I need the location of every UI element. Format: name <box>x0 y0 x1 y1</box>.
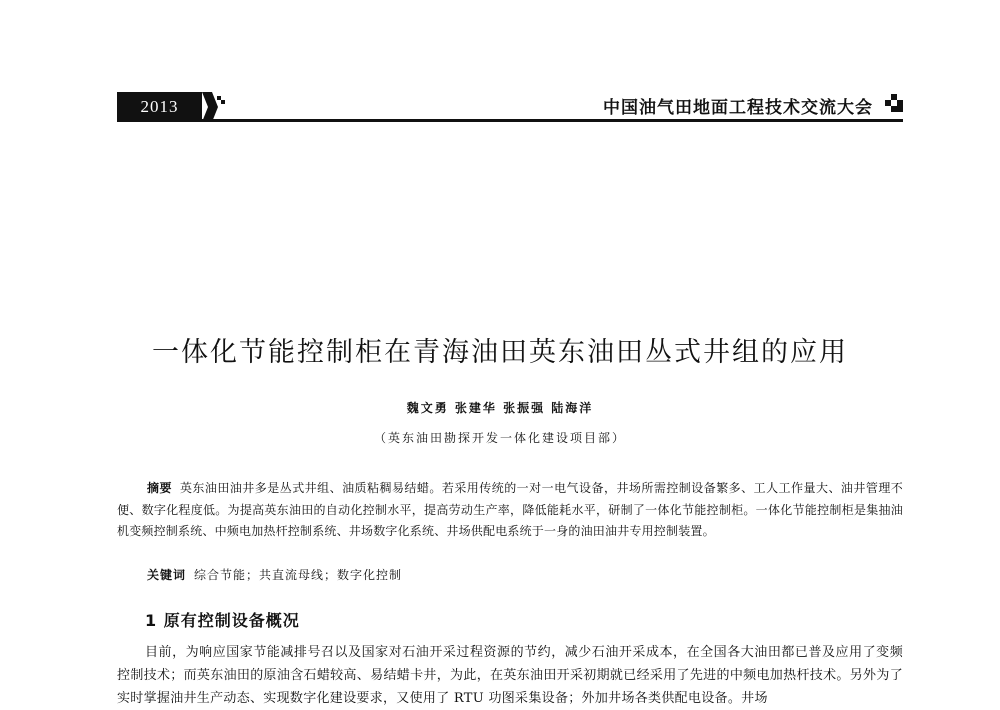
paper-title: 一体化节能控制柜在青海油田英东油田丛式井组的应用 <box>152 337 848 368</box>
keywords-text: 综合节能；共直流母线；数字化控制 <box>194 568 403 582</box>
abstract-label: 摘要 <box>147 481 172 495</box>
paper-authors: 魏文勇 张建华 张振强 陆海洋 <box>406 401 594 415</box>
header-conference-title: 中国油气田地面工程技术交流大会 <box>603 98 873 118</box>
paper-affiliation: （英东油田勘探开发一体化建设项目部） <box>373 431 626 445</box>
keywords <box>147 566 903 583</box>
abstract <box>117 478 903 543</box>
section-body-paragraph <box>117 641 903 710</box>
section-heading: 1 原有控制设备概况 <box>145 611 300 630</box>
running-header <box>117 92 903 122</box>
header-ornament-left-icon <box>202 92 226 122</box>
abstract-text: 英东油田油井多是丛式井组、油质粘稠易结蜡。若采用传统的一对一电气设备，井场所需控制设备繁多、工人工作量大、油井管理不便、数字化程度低。为提高英东油田的自动化控制水平，提高劳动生产率，降低能耗水平，研制了一体化节能控制柜。一体化节能控制柜是集抽油机变频控制系统、中频电加热杆控制系统、井场数字化系统、井场供配电系统于一身的油田油井专用控制装置。 <box>117 481 904 538</box>
keywords-label: 关键词 <box>147 568 187 582</box>
section-body-text: 目前，为响应国家节能减排号召以及国家对石油开采过程资源的节约，减少石油开采成本，在全国各大油田都已普及应用了变频控制技术；而英东油田的原油含石蜡较高、易结蜡卡井，为此，在英东油田开采初期就已经采用了先进的中频电加热杆技术。另外为了实时掌握油井生产动态、实现数字化建设要求，又使用了 RTU 功图采集设备；外加井场各类供配电设备。井场 <box>117 645 903 706</box>
header-ornament-right-icon <box>881 94 903 116</box>
header-year: 2013 <box>117 92 202 122</box>
header-rule <box>202 119 903 122</box>
